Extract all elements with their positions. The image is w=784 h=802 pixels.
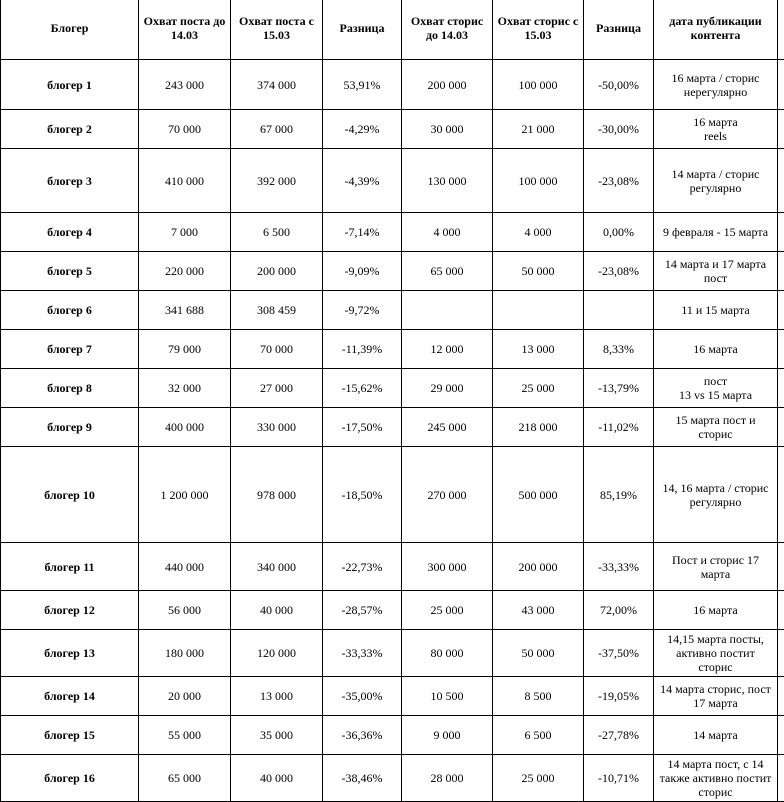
date-line: 17 марта <box>655 696 776 710</box>
cell-stories-before: 200 000 <box>402 60 493 110</box>
cell-name: блогер 1 <box>1 60 139 110</box>
table-row <box>1 213 784 252</box>
cell-stories-before: 270 000 <box>402 447 493 543</box>
cell-stories-diff: 0,00% <box>584 213 654 252</box>
table-row <box>1 591 784 630</box>
cell-post-before: 7 000 <box>139 213 231 252</box>
cell-stories-diff: -50,00% <box>584 60 654 110</box>
table-row <box>1 330 784 369</box>
table-row <box>1 369 784 408</box>
cell-post-diff: -18,50% <box>323 447 402 543</box>
cell-post-before: 56 000 <box>139 591 231 630</box>
cell-date <box>654 716 778 755</box>
cell-stories-diff: 8,33% <box>584 330 654 369</box>
cell-stories-after: 43 000 <box>493 591 584 630</box>
date-line: 16 марта <box>655 342 776 356</box>
date-line: 15 марта пост и <box>655 413 776 427</box>
cell-post-before: 55 000 <box>139 716 231 755</box>
date-line: регулярно <box>655 181 776 195</box>
cell-stories-after <box>493 291 584 330</box>
cell-post-diff: -28,57% <box>323 591 402 630</box>
cell-stories-after: 25 000 <box>493 755 584 802</box>
cell-post-diff: -17,50% <box>323 408 402 447</box>
cell-post-before: 341 688 <box>139 291 231 330</box>
cell-name: блогер 2 <box>1 110 139 149</box>
cell-stories-diff <box>584 291 654 330</box>
header-post-after: Охват поста с 15.03 <box>231 0 323 60</box>
cell-post-after: 35 000 <box>231 716 323 755</box>
date-line: регулярно <box>655 495 776 509</box>
cell-date <box>654 543 778 591</box>
date-line: нерегулярно <box>655 85 776 99</box>
cell-extra-column <box>778 677 784 716</box>
cell-post-before: 410 000 <box>139 149 231 213</box>
cell-post-after: 6 500 <box>231 213 323 252</box>
cell-post-before: 440 000 <box>139 543 231 591</box>
cell-date <box>654 408 778 447</box>
date-line: 14 марта пост, с 14 <box>655 757 776 771</box>
cell-stories-before: 245 000 <box>402 408 493 447</box>
cell-post-before: 20 000 <box>139 677 231 716</box>
cell-date <box>654 60 778 110</box>
cell-post-before: 70 000 <box>139 110 231 149</box>
cell-extra-column <box>778 60 784 110</box>
cell-date <box>654 149 778 213</box>
cell-stories-diff: -10,71% <box>584 755 654 802</box>
cell-post-before: 400 000 <box>139 408 231 447</box>
cell-extra-column <box>778 149 784 213</box>
cell-post-after: 978 000 <box>231 447 323 543</box>
cell-stories-before: 25 000 <box>402 591 493 630</box>
cell-stories-before <box>402 291 493 330</box>
cell-post-after: 392 000 <box>231 149 323 213</box>
cell-date <box>654 252 778 291</box>
date-line: 16 марта <box>655 115 776 129</box>
cell-stories-diff: 85,19% <box>584 447 654 543</box>
cell-post-after: 120 000 <box>231 630 323 677</box>
cell-date <box>654 630 778 677</box>
cell-post-diff: -35,00% <box>323 677 402 716</box>
cell-stories-after: 8 500 <box>493 677 584 716</box>
cell-date <box>654 591 778 630</box>
cell-extra-column <box>778 543 784 591</box>
date-line: также активно постит <box>655 771 776 785</box>
cell-post-after: 374 000 <box>231 60 323 110</box>
date-line: 16 марта <box>655 603 776 617</box>
cell-post-diff: -15,62% <box>323 369 402 408</box>
cell-stories-after: 200 000 <box>493 543 584 591</box>
cell-post-diff: -36,36% <box>323 716 402 755</box>
cell-post-before: 79 000 <box>139 330 231 369</box>
cell-post-before: 220 000 <box>139 252 231 291</box>
cell-post-diff: -38,46% <box>323 755 402 802</box>
date-line: 11 и 15 марта <box>655 303 776 317</box>
cell-stories-after: 100 000 <box>493 149 584 213</box>
cell-name: блогер 4 <box>1 213 139 252</box>
cell-date <box>654 213 778 252</box>
cell-name: блогер 3 <box>1 149 139 213</box>
date-line: reels <box>655 129 776 143</box>
cell-date <box>654 447 778 543</box>
cell-extra-column <box>778 630 784 677</box>
cell-name: блогер 14 <box>1 677 139 716</box>
date-line: сторис <box>655 427 776 441</box>
cell-post-diff: -9,72% <box>323 291 402 330</box>
header-blogger: Блогер <box>1 0 139 60</box>
cell-stories-diff: 72,00% <box>584 591 654 630</box>
cell-post-after: 70 000 <box>231 330 323 369</box>
date-line: 16 марта / сторис <box>655 71 776 85</box>
header-row <box>1 0 784 60</box>
table-row <box>1 110 784 149</box>
cell-post-before: 180 000 <box>139 630 231 677</box>
date-line: 14 марта / сторис <box>655 167 776 181</box>
cell-name: блогер 5 <box>1 252 139 291</box>
cell-stories-after: 21 000 <box>493 110 584 149</box>
cell-stories-after: 4 000 <box>493 213 584 252</box>
header-post-before: Охват поста до 14.03 <box>139 0 231 60</box>
cell-post-after: 340 000 <box>231 543 323 591</box>
table-row <box>1 291 784 330</box>
cell-stories-after: 6 500 <box>493 716 584 755</box>
cell-date <box>654 110 778 149</box>
cell-extra-column <box>778 252 784 291</box>
cell-post-before: 32 000 <box>139 369 231 408</box>
cell-stories-before: 4 000 <box>402 213 493 252</box>
cell-post-after: 40 000 <box>231 591 323 630</box>
cell-stories-diff: -37,50% <box>584 630 654 677</box>
cell-stories-before: 28 000 <box>402 755 493 802</box>
cell-stories-before: 30 000 <box>402 110 493 149</box>
cell-extra-column <box>778 591 784 630</box>
date-line: 9 февраля - 15 марта <box>655 225 776 239</box>
cell-date <box>654 677 778 716</box>
cell-name: блогер 7 <box>1 330 139 369</box>
cell-name: блогер 15 <box>1 716 139 755</box>
table-row <box>1 60 784 110</box>
cell-name: блогер 11 <box>1 543 139 591</box>
cell-post-after: 40 000 <box>231 755 323 802</box>
header-date: дата публикации контента <box>654 0 778 60</box>
cell-extra-column <box>778 330 784 369</box>
cell-post-before: 1 200 000 <box>139 447 231 543</box>
cell-post-diff: -7,14% <box>323 213 402 252</box>
cell-stories-diff: -23,08% <box>584 252 654 291</box>
cell-post-diff: -4,29% <box>323 110 402 149</box>
date-line: 14, 16 марта / сторис <box>655 481 776 495</box>
date-line: 14 марта и 17 марта <box>655 257 776 271</box>
cell-stories-after: 13 000 <box>493 330 584 369</box>
cell-post-before: 243 000 <box>139 60 231 110</box>
cell-stories-after: 218 000 <box>493 408 584 447</box>
cell-extra-column <box>778 291 784 330</box>
date-line: марта <box>655 567 776 581</box>
table-row <box>1 677 784 716</box>
cell-stories-diff: -27,78% <box>584 716 654 755</box>
cell-date <box>654 291 778 330</box>
date-line: 14 марта <box>655 728 776 742</box>
header-post-diff: Разница <box>323 0 402 60</box>
cell-extra-column <box>778 716 784 755</box>
cell-stories-diff: -30,00% <box>584 110 654 149</box>
cell-name: блогер 16 <box>1 755 139 802</box>
cell-date <box>654 755 778 802</box>
cell-stories-diff: -33,33% <box>584 543 654 591</box>
cell-stories-after: 25 000 <box>493 369 584 408</box>
cell-post-after: 308 459 <box>231 291 323 330</box>
cell-stories-diff: -11,02% <box>584 408 654 447</box>
date-line: пост <box>655 374 776 388</box>
cell-name: блогер 9 <box>1 408 139 447</box>
cell-extra-column <box>778 408 784 447</box>
cell-stories-before: 9 000 <box>402 716 493 755</box>
cell-stories-after: 50 000 <box>493 252 584 291</box>
cell-stories-before: 80 000 <box>402 630 493 677</box>
table-row <box>1 252 784 291</box>
cell-post-diff: -22,73% <box>323 543 402 591</box>
cell-post-diff: 53,91% <box>323 60 402 110</box>
cell-stories-diff: -13,79% <box>584 369 654 408</box>
cell-stories-after: 50 000 <box>493 630 584 677</box>
cell-stories-before: 65 000 <box>402 252 493 291</box>
table-body <box>1 60 784 802</box>
cell-post-after: 200 000 <box>231 252 323 291</box>
date-line: 14,15 марта посты, <box>655 632 776 646</box>
cell-name: блогер 13 <box>1 630 139 677</box>
table-row <box>1 447 784 543</box>
date-line: 14 марта сторис, пост <box>655 682 776 696</box>
cell-stories-after: 100 000 <box>493 60 584 110</box>
cell-post-diff: -11,39% <box>323 330 402 369</box>
cell-name: блогер 6 <box>1 291 139 330</box>
cell-stories-diff: -23,08% <box>584 149 654 213</box>
cell-stories-before: 12 000 <box>402 330 493 369</box>
header-extra-column <box>778 0 784 60</box>
cell-stories-after: 500 000 <box>493 447 584 543</box>
date-line: активно постит <box>655 646 776 660</box>
cell-post-diff: -9,09% <box>323 252 402 291</box>
table-row <box>1 755 784 802</box>
cell-name: блогер 8 <box>1 369 139 408</box>
cell-post-after: 27 000 <box>231 369 323 408</box>
date-line: сторис <box>655 660 776 674</box>
cell-stories-before: 10 500 <box>402 677 493 716</box>
cell-stories-before: 300 000 <box>402 543 493 591</box>
table-row <box>1 149 784 213</box>
cell-stories-diff: -19,05% <box>584 677 654 716</box>
table-row <box>1 543 784 591</box>
cell-stories-before: 130 000 <box>402 149 493 213</box>
header-stories-before: Охват сторис до 14.03 <box>402 0 493 60</box>
cell-post-diff: -33,33% <box>323 630 402 677</box>
date-line: пост <box>655 271 776 285</box>
cell-post-after: 67 000 <box>231 110 323 149</box>
cell-post-after: 330 000 <box>231 408 323 447</box>
cell-extra-column <box>778 755 784 802</box>
date-line: сторис <box>655 785 776 799</box>
cell-stories-before: 29 000 <box>402 369 493 408</box>
table-row <box>1 716 784 755</box>
cell-post-before: 65 000 <box>139 755 231 802</box>
header-stories-after: Охват сторис с 15.03 <box>493 0 584 60</box>
header-stories-diff: Разница <box>584 0 654 60</box>
cell-date <box>654 330 778 369</box>
cell-extra-column <box>778 447 784 543</box>
table-row <box>1 630 784 677</box>
cell-extra-column <box>778 213 784 252</box>
table-row <box>1 408 784 447</box>
cell-date <box>654 369 778 408</box>
date-line: 13 vs 15 марта <box>655 388 776 402</box>
cell-extra-column <box>778 369 784 408</box>
cell-name: блогер 12 <box>1 591 139 630</box>
cell-post-after: 13 000 <box>231 677 323 716</box>
cell-extra-column <box>778 110 784 149</box>
date-line: Пост и сторис 17 <box>655 553 776 567</box>
cell-name: блогер 10 <box>1 447 139 543</box>
cell-post-diff: -4,39% <box>323 149 402 213</box>
